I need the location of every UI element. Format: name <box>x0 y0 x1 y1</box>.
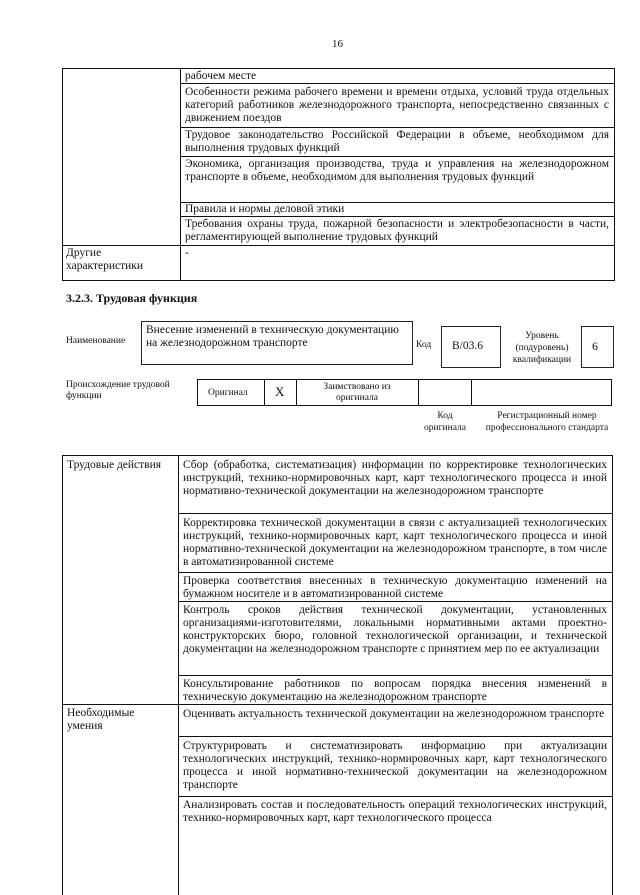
top-row-3: Трудовое законодательство Российской Федерации в объеме, необходимом для выполнения трудовых функций <box>185 129 609 154</box>
original-label: Оригинал <box>208 388 248 398</box>
labor-action-item: Сбор (обработка, систематизация) информации по корректировке технологических инструкций, технико-нормировочных карт, карт технологического процесса и иной нормативно-технической документации на железнодорожном транспорте <box>183 459 607 497</box>
name-value: Внесение изменений в техническую документацию на железнодорожном транспорте <box>146 324 399 349</box>
other-characteristics-label: Другие характеристики <box>66 247 144 272</box>
original-mark: X <box>275 384 285 399</box>
labor-action-item: Консультирование работников по вопросам порядка внесения изменений в техническую документацию на железнодорожном транспорте <box>183 678 607 703</box>
labor-action-item: Проверка соответствия внесенных в техническую документацию изменений на бумажном носителе и в автоматизированной системе <box>183 575 607 600</box>
labor-action-item: Контроль сроков действия технической документации, установленных организациями-изготовителями, локальными нормативными актами проектно-конструкторских бюро, головной технологической организации, и технической документации на железнодорожном транспорте с принятием мер по ее актуализации <box>183 604 607 655</box>
required-skills-label: Необходимые умения <box>67 707 135 732</box>
code-label: Код <box>416 340 432 350</box>
reg-number-caption: Регистрационный номер профессионального стандарта <box>485 411 609 433</box>
level-value: 6 <box>592 339 598 353</box>
origin-label: Происхождение трудовой функции <box>66 380 170 401</box>
page-number: 16 <box>332 38 343 50</box>
other-characteristics-value: - <box>185 247 189 259</box>
skill-item: Оценивать актуальность технической документации на железнодорожном транспорте <box>183 708 605 720</box>
top-row-6: Требования охраны труда, пожарной безопасности и электробезопасности в части, регламентирующей выполнение трудовых функций <box>185 218 609 243</box>
borrowed-label: Заимствовано из оригинала <box>323 382 391 403</box>
top-row-4: Экономика, организация производства, труда и управления на железнодорожном транспорте в объеме, необходимом для выполнения трудовых функций <box>185 158 609 183</box>
skill-item: Анализировать состав и последовательность операций технологических инструкций, технико-нормировочных карт, карт технологического процесса <box>183 799 607 824</box>
code-value: B/03.6 <box>452 340 483 352</box>
code-original-caption: Код оригинала <box>424 411 466 433</box>
labor-action-item: Корректировка технической документации в связи с актуализацией технологических инструкций, технико-нормировочных карт, карт технологического процесса и иной нормативно-технической документации на железнодорожном транспорте, в том числе в автоматизированной системе <box>183 517 607 568</box>
top-row-1: рабочем месте <box>185 70 257 82</box>
top-row-2: Особенности режима рабочего времени и времени отдыха, условий труда отдельных категорий работников железнодорожного транспорта, непосредственно связанных с движением поездов <box>185 86 609 124</box>
skill-item: Структурировать и систематизировать информацию при актуализации технологических инструкций, технико-нормировочных карт, карт технологического процесса и иной нормативно-технической документации на железнодорожном транспорте <box>183 740 607 791</box>
section-heading: 3.2.3. Трудовая функция <box>66 291 198 305</box>
labor-actions-label: Трудовые действия <box>67 459 162 471</box>
name-label: Наименование <box>66 336 126 346</box>
level-label: Уровень (подуровень) квалификации <box>512 331 572 365</box>
top-row-5: Правила и нормы деловой этики <box>185 203 345 215</box>
